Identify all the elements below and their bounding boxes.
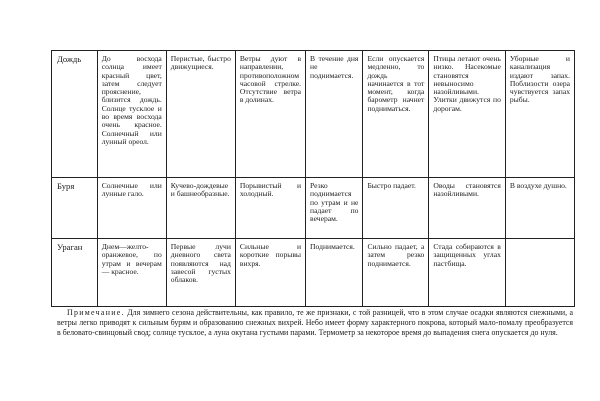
table-cell-text: Оводы становятся назойливыми. bbox=[433, 181, 501, 199]
animals-cell bbox=[429, 51, 506, 178]
table-cell-text: Днем—желто-оранжевое, по утрам и вечерам — красное. bbox=[101, 242, 162, 276]
table-cell-text: Солнечные или лунные гало. bbox=[101, 181, 162, 199]
sun-cell bbox=[97, 51, 166, 178]
table-cell-text: Кучево-дождевые и башнеобразные. bbox=[170, 181, 230, 199]
other-signs-cell bbox=[505, 178, 574, 239]
table-cell-text: В течение дня не поднимается. bbox=[310, 54, 359, 80]
table-cell-text: В воздухе душно. bbox=[509, 181, 567, 190]
wind-cell bbox=[235, 239, 305, 307]
sun-cell bbox=[97, 178, 166, 239]
table-cell-text: До восхода солнца имеет красный цвет, затем следует прояснение, близится дождь. Солнце тусклое и во время восхода очень красное. Солнечный или лунный ореол. bbox=[101, 54, 162, 146]
footnote-paragraph bbox=[57, 308, 573, 339]
table-cell-text: Уборные и канализация издают запах. Поблизости озера чувствуется запах рыбы. bbox=[509, 54, 570, 105]
table-row-rain bbox=[52, 51, 575, 178]
thermometer-cell bbox=[306, 178, 363, 239]
barometer-cell bbox=[363, 239, 429, 307]
barometer-cell bbox=[363, 178, 429, 239]
animals-cell bbox=[429, 178, 506, 239]
table-cell-text: Поднимается. bbox=[310, 242, 355, 251]
note-text: Для зимнего сезона действительны, как правило, те же признаки, с той разницей, что в этом случае осадки являются снежными, а ветры легко приводят к сильным бурям и образованию снежных вихрей. Небо имеет форму характерного покрова, который мало-помалу преобразуется в беловато-свинцовый свод; солнце тусклое, а луна окутана густыми парами. Термометр за некоторое время до выпадения снега опускается до нуля. bbox=[57, 308, 573, 338]
note-heading: Примечание. bbox=[67, 308, 125, 317]
animals-cell bbox=[429, 239, 506, 307]
row-label: Ураган bbox=[52, 239, 98, 307]
table-cell-text: Сильные и короткие порывы вихря. bbox=[239, 242, 302, 268]
table-cell-text: Птицы летают очень низко. Насекомые становятся невыносимо назойливыми. Улитки движутся по дорогам. bbox=[433, 54, 501, 113]
other-signs-cell bbox=[505, 239, 574, 307]
table-cell-text: Порывистый и холодный. bbox=[239, 181, 302, 199]
thermometer-cell bbox=[306, 239, 363, 307]
wind-cell bbox=[235, 178, 305, 239]
clouds-cell bbox=[166, 239, 235, 307]
table-cell-text: Сильно падает, а затем резко поднимается. bbox=[367, 242, 425, 268]
clouds-cell bbox=[166, 51, 235, 178]
table-cell-text: Резко поднимается по утрам и не падает по вечерам. bbox=[310, 181, 359, 224]
wind-cell bbox=[235, 51, 305, 178]
table-row-hurricane bbox=[52, 239, 575, 307]
barometer-cell bbox=[363, 51, 429, 178]
row-label: Буря bbox=[52, 178, 98, 239]
sun-cell bbox=[97, 239, 166, 307]
table-row-storm bbox=[52, 178, 575, 239]
clouds-cell bbox=[166, 178, 235, 239]
table-cell-text: Если опускается медленно, то дождь начинается в тот момент, когда барометр начнет подниматься. bbox=[367, 54, 425, 113]
row-label: Дождь bbox=[52, 51, 98, 178]
table-cell-text: Стада собираются в защищенных углах пастбища. bbox=[433, 242, 501, 268]
other-signs-cell bbox=[505, 51, 574, 178]
table-cell-text: Быстро падает. bbox=[367, 181, 416, 190]
table-cell-text: Перистые, быстро движущиеся. bbox=[170, 54, 231, 72]
thermometer-cell bbox=[306, 51, 363, 178]
table-cell-text: Первые лучи дневного света появляются над завесой густых облаков. bbox=[170, 242, 231, 285]
table-cell-text: Ветры дуют в направлении, противоположном часовой стрелке. Отсутствие ветра в долинах. bbox=[239, 54, 302, 105]
weather-signs-table bbox=[51, 50, 575, 307]
